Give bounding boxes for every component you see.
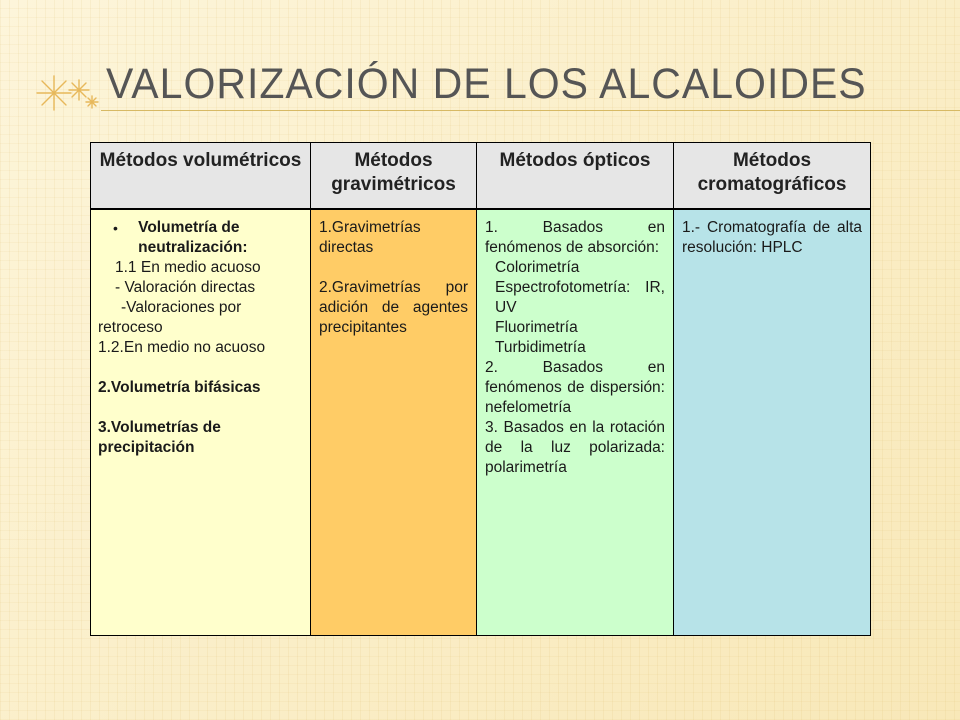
header-optical: Métodos ópticos: [477, 143, 674, 209]
optical-item1-a: Colorimetría: [495, 258, 580, 276]
list-item: [98, 218, 302, 258]
header-chromatographic: Métodos cromatográficos: [674, 143, 871, 209]
optical-item1-b: Espectrofotometría: IR, UV: [495, 278, 665, 316]
chromatographic-item1: 1.- Cromatografía de alta resolución: HPLC: [682, 218, 862, 256]
optical-item1-c: Fluorimetría: [495, 318, 578, 336]
content-row: [91, 209, 871, 636]
slide-title: VALORIZACIÓN DE LOS ALCALOIDES: [106, 59, 867, 108]
optical-item3: 3. Basados en la rotación de la luz polarizada: polarimetría: [485, 418, 665, 476]
gravimetric-item1: 1.Gravimetrías directas: [319, 218, 421, 256]
header-gravimetric: Métodos gravimétricos: [311, 143, 477, 209]
cell-volumetric: [91, 209, 311, 636]
methods-table: [90, 142, 871, 636]
header-row: [91, 143, 871, 209]
title-underline: [101, 110, 960, 111]
optical-item1-d: Turbidimetría: [495, 338, 586, 356]
header-volumetric: Métodos volumétricos: [91, 143, 311, 209]
volumetric-item3: 3.Volumetrías de precipitación: [98, 418, 221, 456]
volumetric-item1-1-a: - Valoración directas: [115, 278, 256, 296]
decorative-stars-icon: [24, 70, 100, 116]
optical-item1: 1. Basados en fenómenos de absorción:: [485, 218, 665, 256]
volumetric-item1-1: 1.1 En medio acuoso: [115, 258, 261, 276]
cell-chromatographic: [674, 209, 871, 636]
optical-item2: 2. Basados en fenómenos de dispersión: nefelometría: [485, 358, 665, 416]
gravimetric-item2: 2.Gravimetrías por adición de agentes precipitantes: [319, 278, 468, 336]
cell-optical: [477, 209, 674, 636]
cell-gravimetric: [311, 209, 477, 636]
volumetric-item1-1-b: -Valoraciones por: [121, 298, 242, 316]
volumetric-item1-2: 1.2.En medio no acuoso: [98, 338, 266, 356]
volumetric-item2: 2.Volumetría bifásicas: [98, 378, 261, 396]
bullet-icon: •: [113, 219, 118, 236]
volumetric-item1-1-b-rest: retroceso: [98, 318, 163, 336]
volumetric-item1-title: Volumetría de neutralización:: [138, 218, 248, 256]
